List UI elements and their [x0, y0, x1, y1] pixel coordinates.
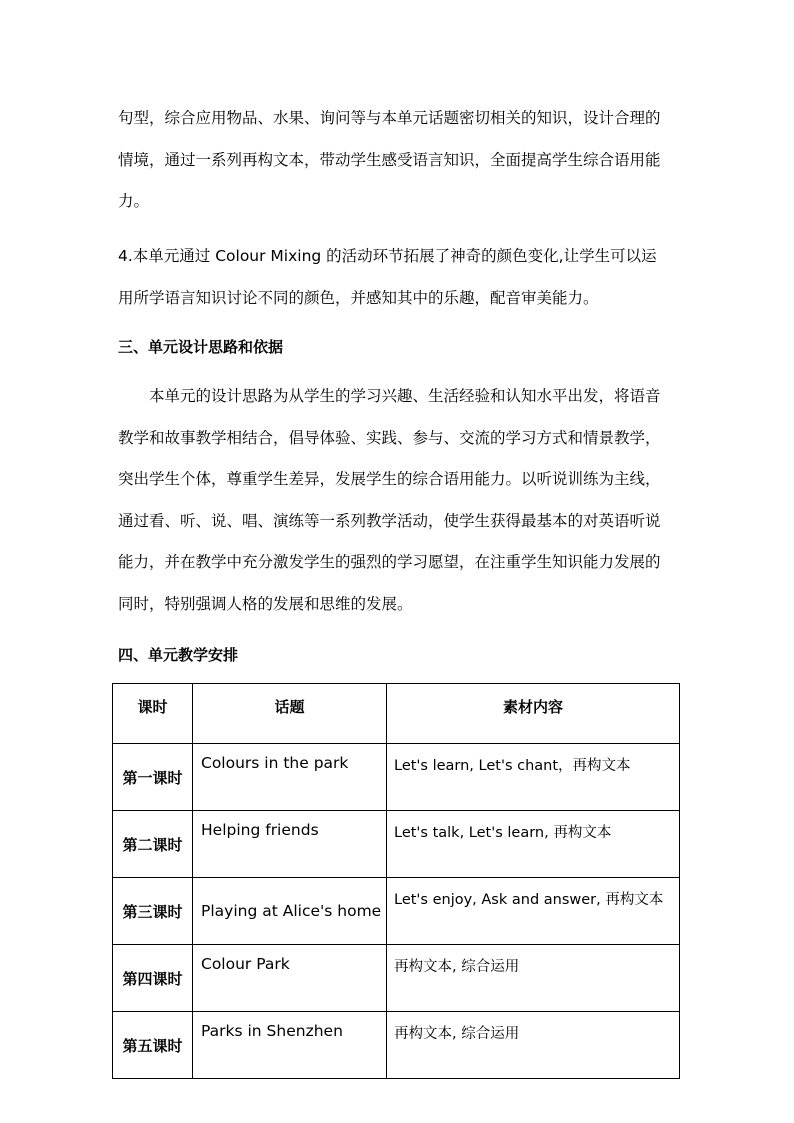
table-row	[113, 878, 680, 945]
text-line: 同时，特别强调人格的发展和思维的发展。	[118, 594, 413, 613]
table-row	[113, 811, 680, 878]
topic-cell: Playing at Alice's home	[193, 878, 387, 945]
text-line: 教学和故事教学相结合，倡导体验、实践、参与、交流的学习方式和情景教学，	[118, 428, 661, 447]
column-header-lesson: 课时	[113, 684, 193, 744]
lesson-cell: 第五课时	[113, 1012, 193, 1079]
text-line: 本单元的设计思路为从学生的学习兴趣、生活经验和认知水平出发，将语音	[118, 387, 661, 405]
material-cell: Let's talk, Let's learn, 再构文本	[387, 811, 680, 878]
topic-cell: Parks in Shenzhen	[193, 1012, 387, 1079]
section3-heading: 三、单元设计思路和依据	[118, 338, 284, 356]
text-line: 4.本单元通过 Colour Mixing 的活动环节拓展了神奇的颜色变化,让学生可以运	[118, 247, 657, 265]
text-line: 突出学生个体，尊重学生差异，发展学生的综合语用能力。以听说训练为主线，	[118, 470, 661, 488]
material-cell: 再构文本, 综合运用	[387, 945, 680, 1012]
table-row	[113, 744, 680, 811]
material-cell: 再构文本, 综合运用	[387, 1012, 680, 1079]
text-line: 力。	[118, 192, 150, 210]
text-line: 情境，通过一系列再构文本，带动学生感受语言知识，全面提高学生综合语用能	[118, 150, 661, 169]
lesson-cell: 第四课时	[113, 945, 193, 1012]
topic-cell: Helping friends	[193, 811, 387, 878]
lesson-cell: 第二课时	[113, 811, 193, 878]
table-row	[113, 1012, 680, 1079]
table-header-row	[113, 684, 680, 744]
material-cell: Let's enjoy, Ask and answer, 再构文本	[387, 878, 680, 945]
lesson-cell: 第三课时	[113, 878, 193, 945]
text-line: 通过看、听、说、唱、演练等一系列教学活动，使学生获得最基本的对英语听说	[118, 511, 661, 530]
point4-paragraph	[118, 236, 684, 319]
lesson-cell: 第一课时	[113, 744, 193, 811]
text-line: 能力，并在教学中充分激发学生的强烈的学习愿望，在注重学生知识能力发展的	[118, 553, 661, 571]
text-line: 句型，综合应用物品、水果、询问等与本单元话题密切相关的知识，设计合理的	[118, 109, 661, 127]
material-cell: Let's learn, Let's chant，再构文本	[387, 744, 680, 811]
schedule-table	[112, 683, 680, 1079]
section3-paragraph	[118, 376, 684, 625]
topic-cell: Colour Park	[193, 945, 387, 1012]
intro-paragraph	[118, 98, 684, 223]
section4-heading: 四、单元教学安排	[118, 646, 239, 664]
topic-cell: Colours in the park	[193, 744, 387, 811]
column-header-material: 素材内容	[387, 684, 680, 744]
column-header-topic: 话题	[193, 684, 387, 744]
table-row	[113, 945, 680, 1012]
text-line: 用所学语言知识讨论不同的颜色，并感知其中的乐趣，配音审美能力。	[118, 288, 599, 307]
